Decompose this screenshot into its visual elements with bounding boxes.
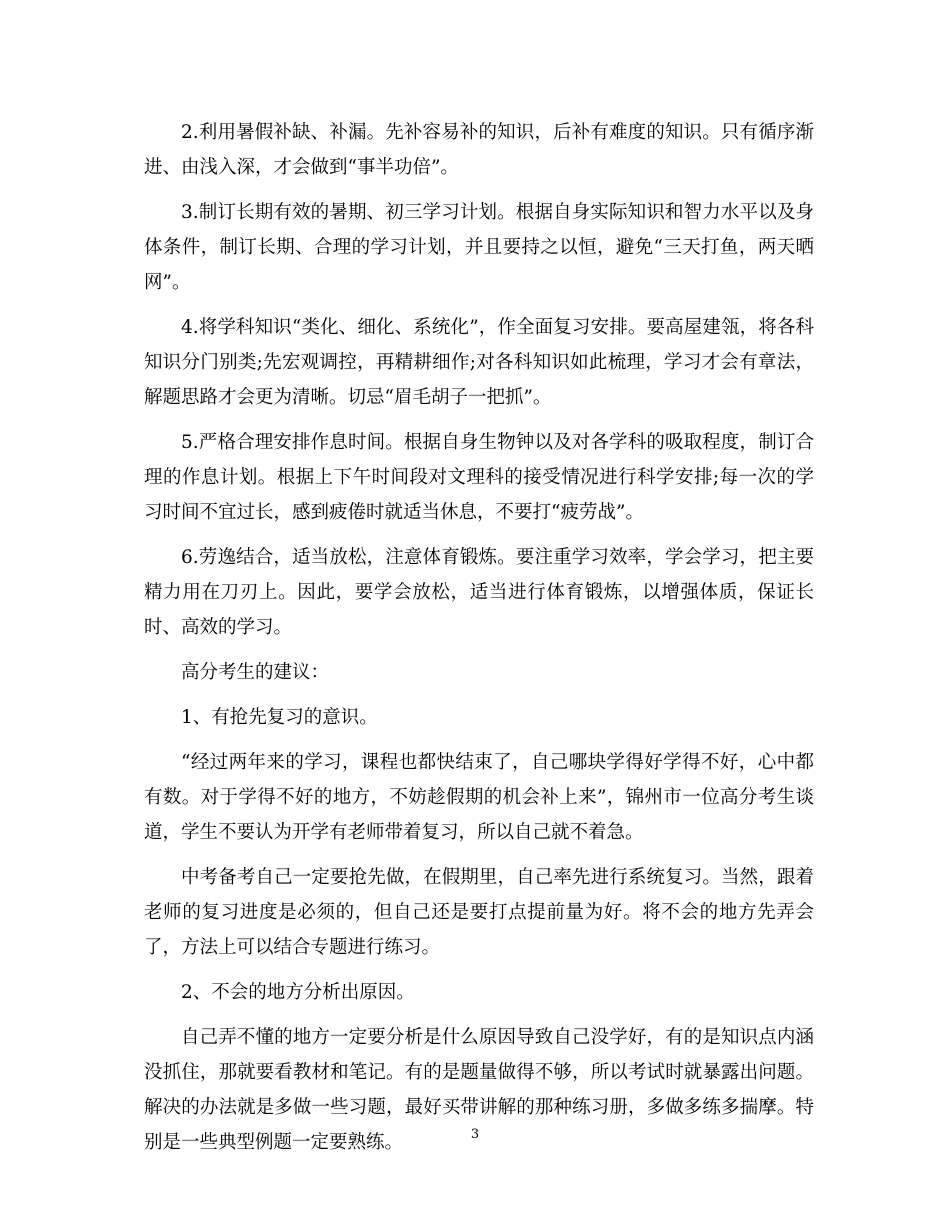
paragraph: 4.将学科知识“类化、细化、系统化”，作全面复习安排。要高屋建瓴，将各科知识分门别类;先宏观调控，再精耕细作;对各科知识如此梳理，学习才会有章法，解题思路才会更为清晰。切忌“眉毛胡子一把抓”。 xyxy=(144,317,814,408)
section-heading: 高分考生的建议： xyxy=(181,662,330,683)
document-body xyxy=(144,115,814,1170)
paragraph: 5.严格合理安排作息时间。根据自身生物钟以及对各学科的吸取程度，制订合理的作息计划。根据上下午时间段对文理科的接受情况进行科学安排;每一次的学习时间不宜过长，感到疲倦时就适当休息，不要打“疲劳战”。 xyxy=(144,432,814,523)
subheading: 1、有抢先复习的意识。 xyxy=(181,707,378,728)
paragraph: 中考备考自己一定要抢先做，在假期里，自己率先进行系统复习。当然，跟着老师的复习进度是必须的，但自己还是要打点提前量为好。将不会的地方先弄会了，方法上可以结合专题进行练习。 xyxy=(144,867,814,958)
subheading: 2、不会的地方分析出原因。 xyxy=(181,982,415,1003)
page-number: 3 xyxy=(470,1127,480,1142)
paragraph: “经过两年来的学习，课程也都快结束了，自己哪块学得好学得不好，心中都有数。对于学得不好的地方，不妨趁假期的机会补上来”，锦州市一位高分考生谈道，学生不要认为开学有老师带着复习，所以自己就不着急。 xyxy=(144,752,814,843)
paragraph: 6.劳逸结合，适当放松，注意体育锻炼。要注重学习效率，学会学习，把主要精力用在刀刃上。因此，要学会放松，适当进行体育锻炼，以增强体质，保证长时、高效的学习。 xyxy=(144,547,814,638)
paragraph: 自己弄不懂的地方一定要分析是什么原因导致自己没学好，有的是知识点内涵没抓住，那就要看教材和笔记。有的是题量做得不够，所以考试时就暴露出问题。解决的办法就是多做一些习题，最好买带讲解的那种练习册，多做多练多揣摩。特别是一些典型例题一定要熟练。 xyxy=(144,1027,814,1153)
paragraph: 2.利用暑假补缺、补漏。先补容易补的知识，后补有难度的知识。只有循序渐进、由浅入深，才会做到“事半功倍”。 xyxy=(144,122,814,178)
paragraph: 3.制订长期有效的暑期、初三学习计划。根据自身实际知识和智力水平以及身体条件，制订长期、合理的学习计划，并且要持之以恒，避免“三天打鱼，两天晒网”。 xyxy=(144,202,814,293)
